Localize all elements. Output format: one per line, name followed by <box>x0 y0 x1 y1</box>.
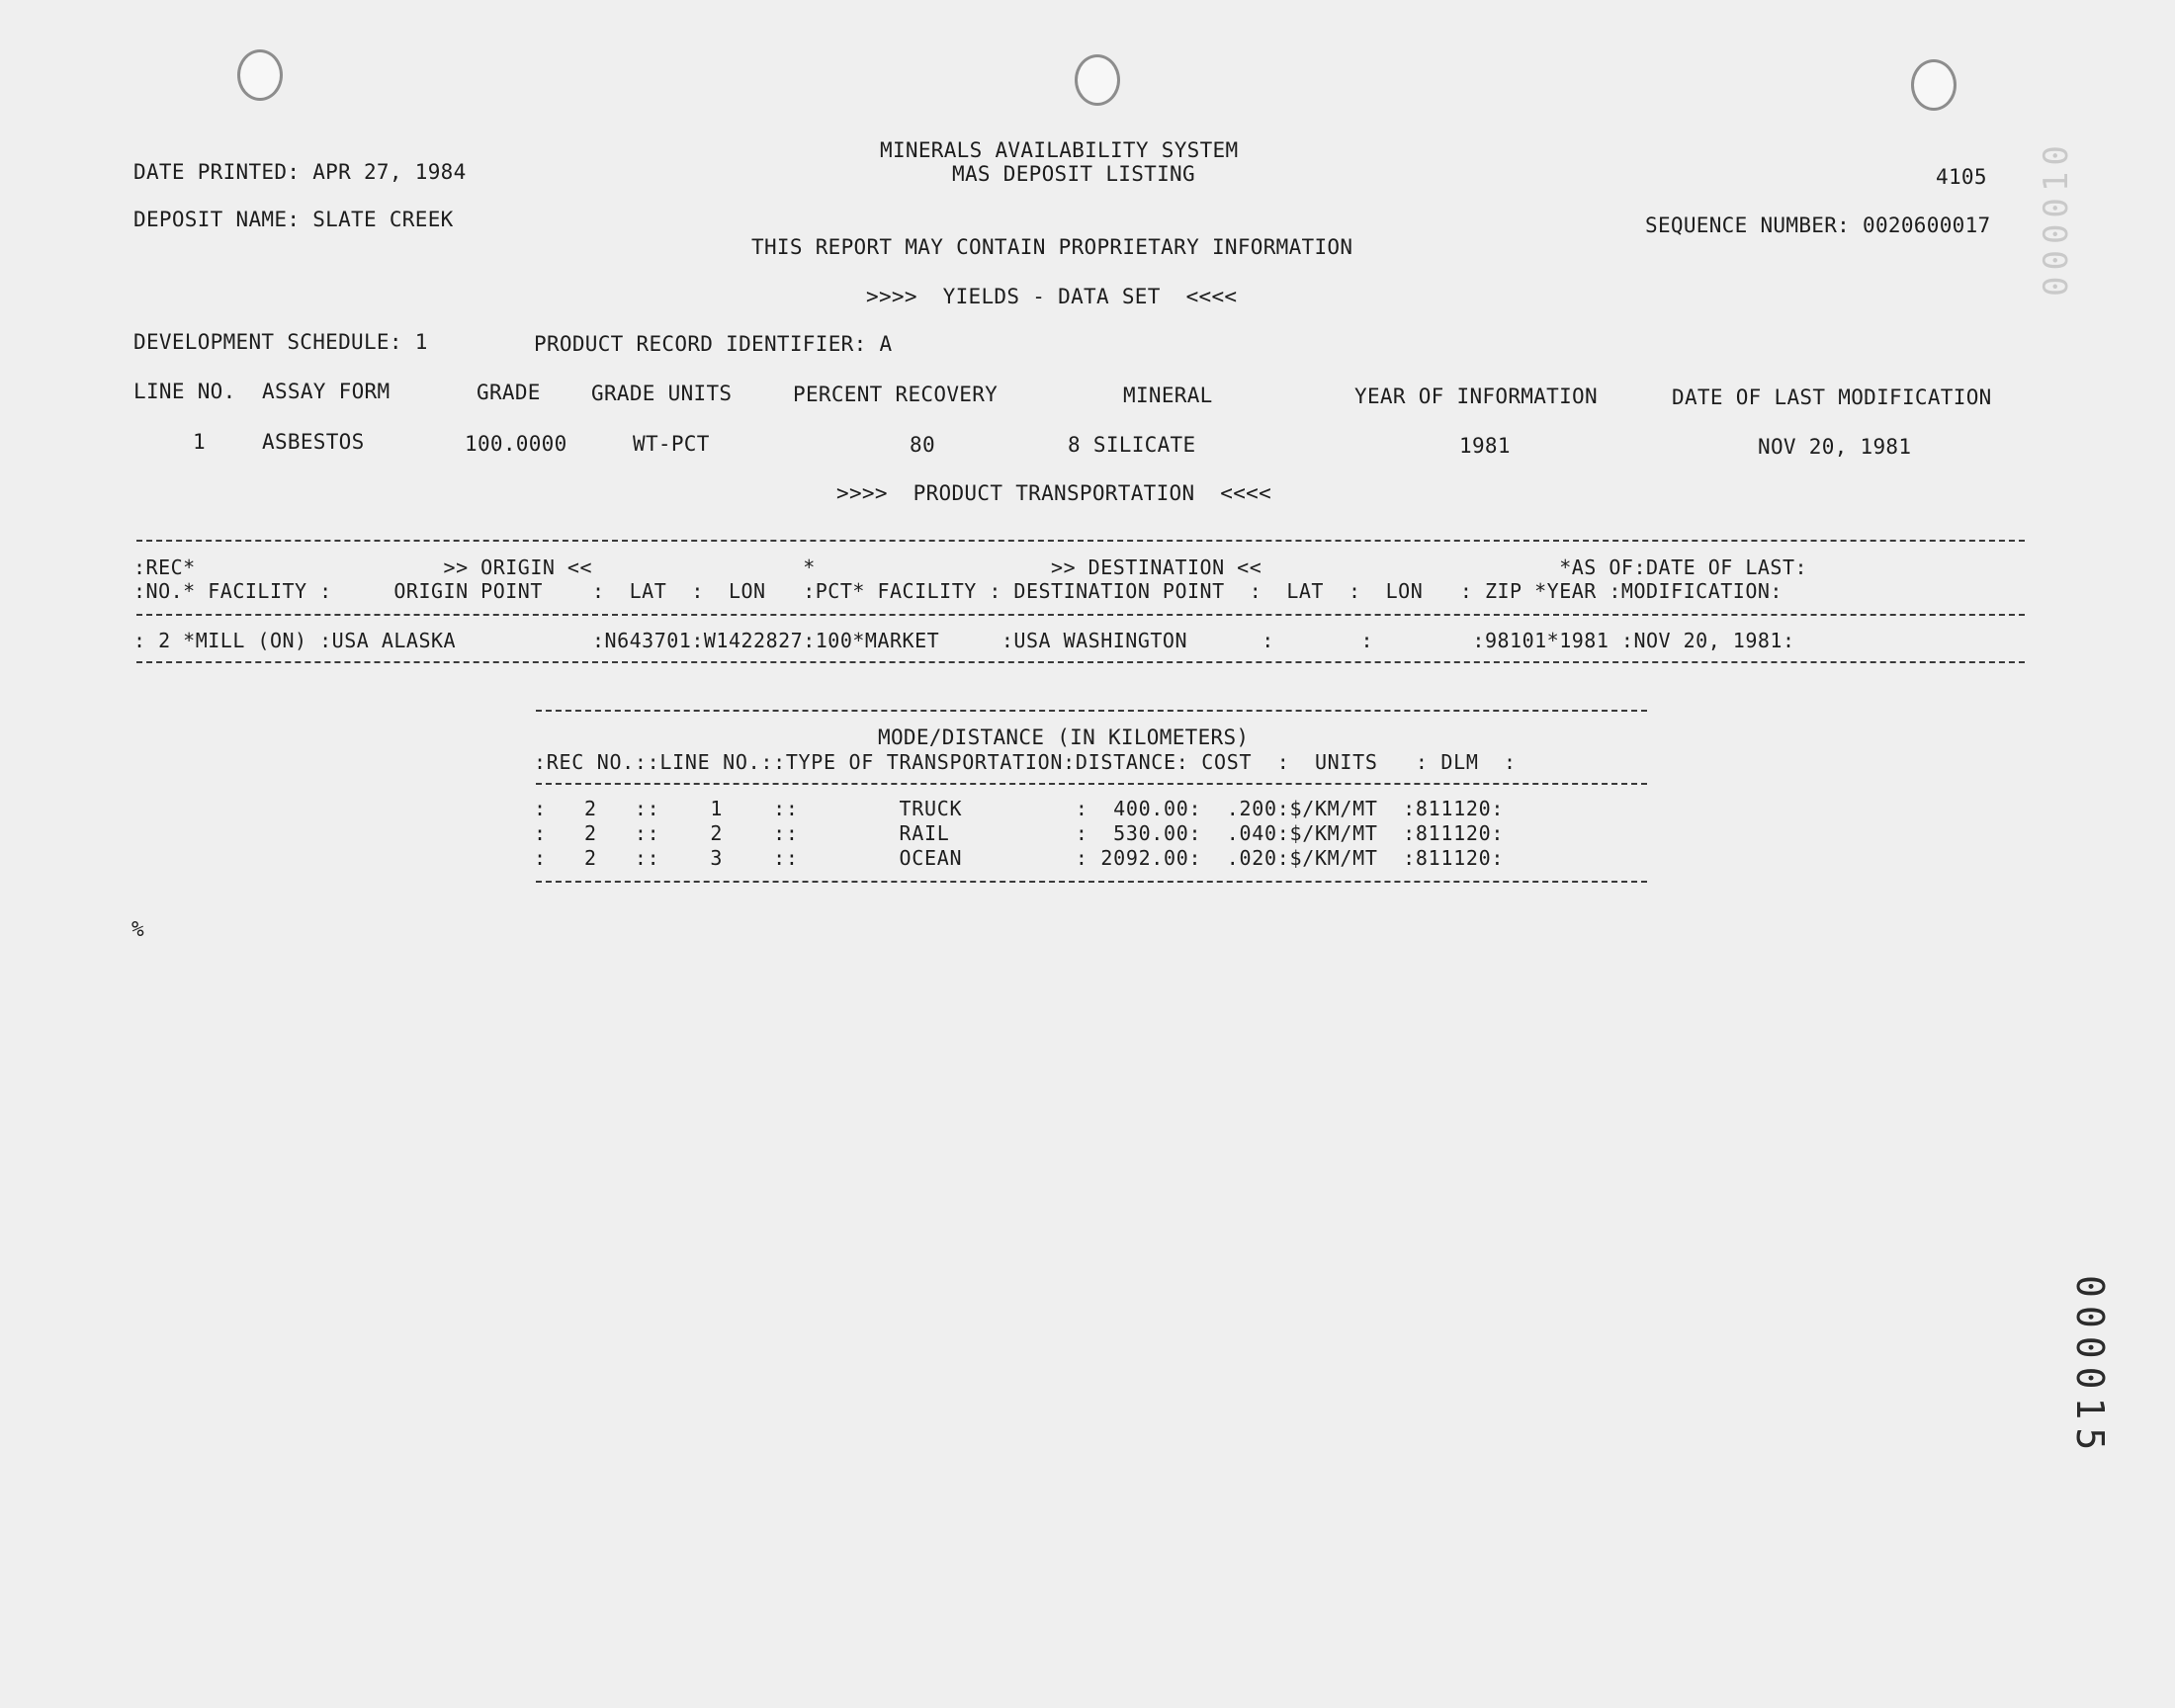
sequence-number: SEQUENCE NUMBER: 0020600017 <box>1645 214 1991 237</box>
mode-rule-mid <box>536 783 1647 785</box>
percent-mark: % <box>131 917 144 941</box>
transport-row: : 2 *MILL (ON) :USA ALASKA :N643701:W1422827:100*MARKET :USA WASHINGTON : : :98101*1981 :NOV 20, 1981: <box>133 629 1795 652</box>
mode-row-ocean: : 2 :: 3 :: OCEAN : 2092.00: .020:$/KM/MT :811120: <box>534 846 1505 870</box>
yield-mineral: 8 SILICATE <box>1068 433 1196 457</box>
punch-hole-left <box>237 49 283 101</box>
yield-assay-form: ASBESTOS <box>262 430 365 454</box>
proprietary-notice: THIS REPORT MAY CONTAIN PROPRIETARY INFORMATION <box>751 235 1353 259</box>
yield-last-modified: NOV 20, 1981 <box>1758 435 1912 459</box>
col-mineral: MINERAL <box>1123 384 1213 407</box>
yields-section-title: >>>> YIELDS - DATA SET <<<< <box>866 285 1238 308</box>
deposit-name: DEPOSIT NAME: SLATE CREEK <box>133 208 454 231</box>
mode-rule-top <box>536 710 1647 712</box>
transport-header-line-2: :NO.* FACILITY : ORIGIN POINT : LAT : LON :PCT* FACILITY : DESTINATION POINT : LAT : LON : ZIP *YEAR :MODIFICATION: <box>133 579 1783 603</box>
yield-percent-recovery: 80 <box>910 433 935 457</box>
col-line-no: LINE NO. <box>133 380 236 403</box>
yield-grade-units: WT-PCT <box>633 432 710 456</box>
punch-hole-center <box>1075 54 1120 106</box>
mode-distance-title: MODE/DISTANCE (IN KILOMETERS) <box>878 726 1250 749</box>
system-title: MINERALS AVAILABILITY SYSTEM <box>880 138 1239 162</box>
bleed-through-text: 000010 <box>2037 139 2076 297</box>
development-schedule: DEVELOPMENT SCHEDULE: 1 <box>133 330 428 354</box>
yield-grade: 100.0000 <box>465 432 567 456</box>
col-date-last-modification: DATE OF LAST MODIFICATION <box>1672 385 1992 409</box>
transport-section-title: >>>> PRODUCT TRANSPORTATION <<<< <box>836 481 1272 505</box>
yield-line-no: 1 <box>193 430 206 454</box>
col-assay-form: ASSAY FORM <box>262 380 391 403</box>
transport-rule-mid <box>136 614 2025 616</box>
listing-title: MAS DEPOSIT LISTING <box>952 162 1195 186</box>
mode-row-truck: : 2 :: 1 :: TRUCK : 400.00: .200:$/KM/MT :811120: <box>534 797 1505 820</box>
transport-header-line-1: :REC* >> ORIGIN << * >> DESTINATION << *AS OF:DATE OF LAST: <box>133 555 1808 579</box>
mode-distance-header: :REC NO.::LINE NO.::TYPE OF TRANSPORTATION:DISTANCE: COST : UNITS : DLM : <box>534 750 1517 774</box>
transport-rule-top <box>136 540 2025 542</box>
punch-hole-right <box>1911 59 1957 111</box>
col-percent-recovery: PERCENT RECOVERY <box>793 383 999 406</box>
date-printed: DATE PRINTED: APR 27, 1984 <box>133 160 467 184</box>
col-grade-units: GRADE UNITS <box>591 382 733 405</box>
col-year-of-information: YEAR OF INFORMATION <box>1354 384 1598 408</box>
page-number: 4105 <box>1936 165 1987 189</box>
col-grade: GRADE <box>477 381 541 404</box>
mode-rule-bottom <box>536 881 1647 883</box>
transport-rule-bottom <box>136 661 2025 663</box>
mode-row-rail: : 2 :: 2 :: RAIL : 530.00: .040:$/KM/MT :811120: <box>534 821 1505 845</box>
product-record-identifier: PRODUCT RECORD IDENTIFIER: A <box>534 332 893 356</box>
yield-year: 1981 <box>1459 434 1511 458</box>
frame-number-stamp: 000015 <box>2068 1275 2112 1459</box>
